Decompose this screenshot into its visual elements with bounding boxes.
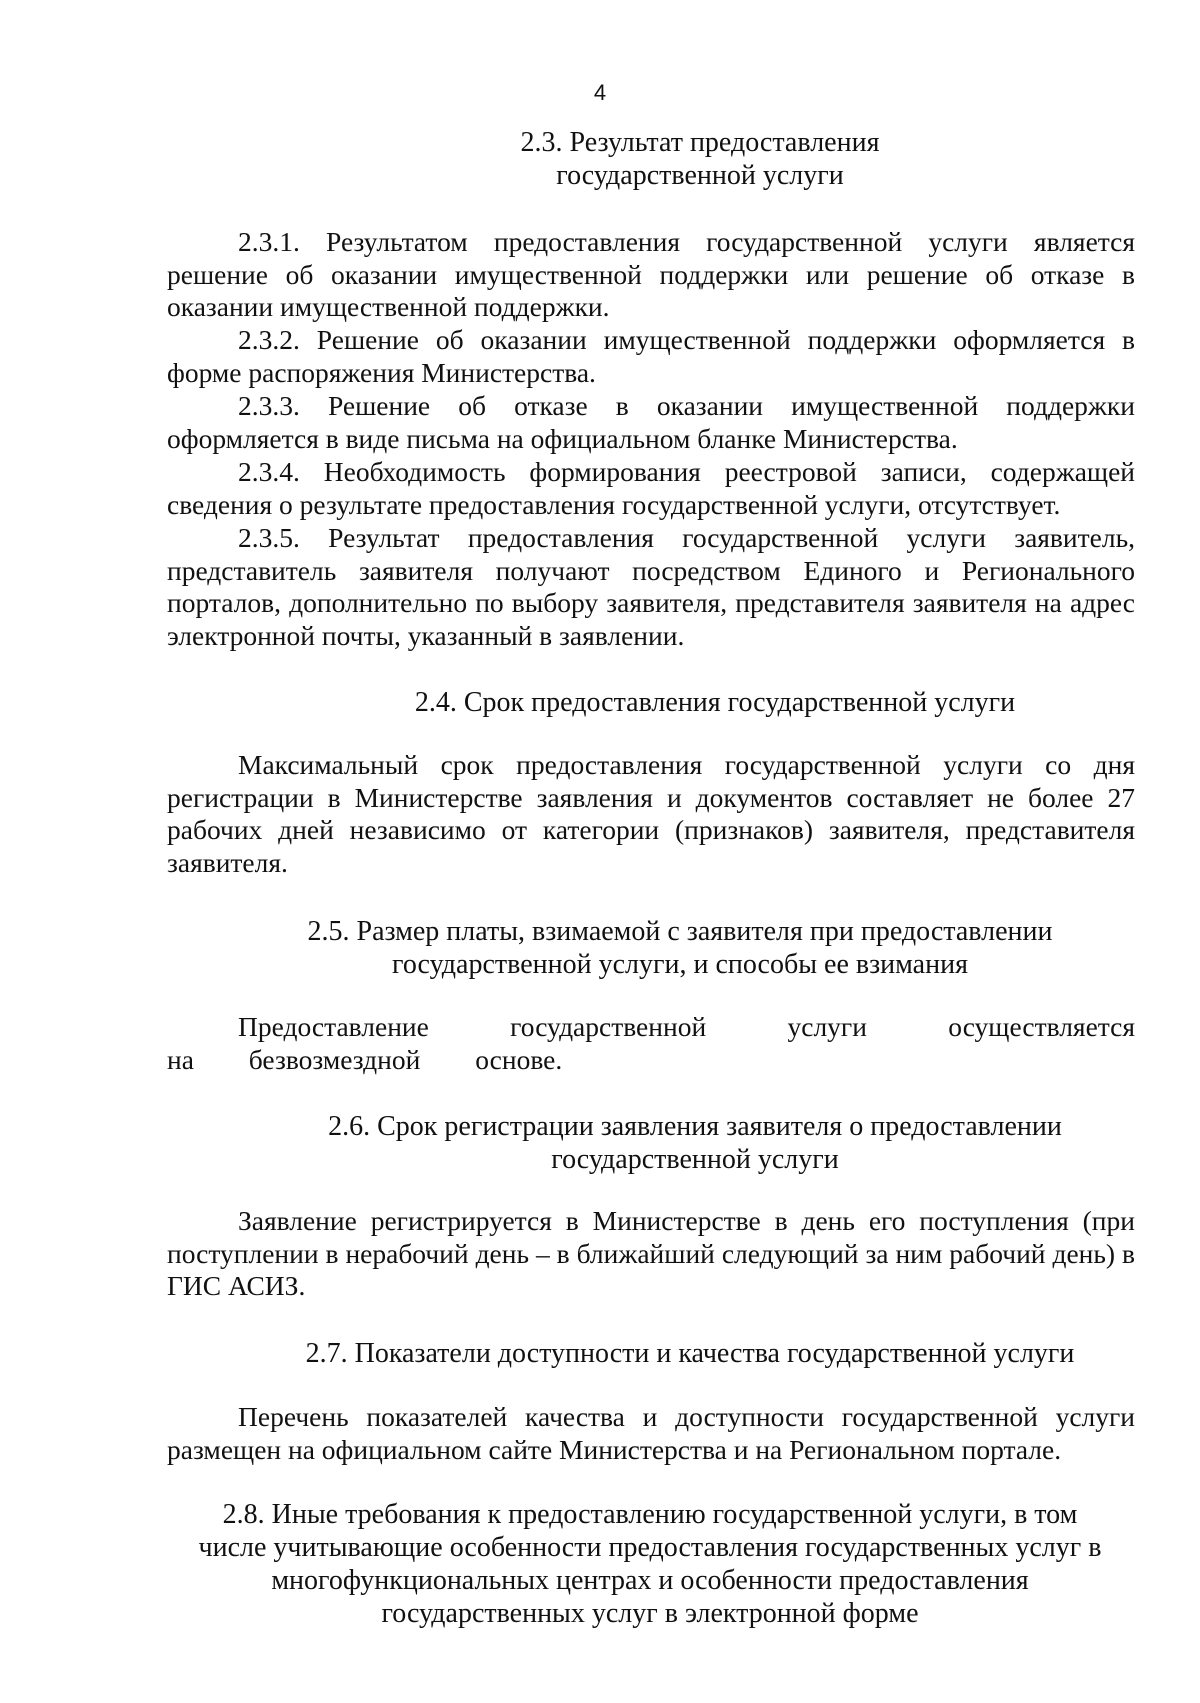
section-2-8-heading	[160, 1498, 1140, 1630]
paragraph-2-5: Предоставление государственной услуги осуществляется на безвозмездной основе.	[167, 1011, 1135, 1075]
heading-line: государственной услуги, и способы ее взимания	[392, 949, 968, 980]
heading-line: 2.3. Результат предоставления	[520, 127, 880, 158]
paragraph-2-3-5: 2.3.5. Результат предоставления государственной услуги заявитель, представитель заявителя получают посредством Единого и Регионального порталов, дополнительно по выбору заявителя, представителя заявителя на адрес электронной почты, указанный в заявлении.	[167, 522, 1135, 651]
section-2-6-heading	[260, 1110, 1130, 1176]
paragraph-2-3-3: 2.3.3. Решение об отказе в оказании имущественной поддержки оформляется в виде письма на официальном бланке Министерства.	[167, 390, 1135, 454]
paragraph-2-4: Максимальный срок предоставления государственной услуги со дня регистрации в Министерстве заявления и документов составляет не более 27 рабочих дней независимо от категории (признаков) заявителя, представителя заявителя.	[167, 749, 1135, 878]
heading-line: 2.4. Срок предоставления государственной услуги	[414, 687, 1016, 718]
heading-line: государственных услуг в электронной форме	[381, 1598, 919, 1629]
heading-line: 2.6. Срок регистрации заявления заявителя о предоставлении	[328, 1111, 1062, 1142]
heading-line: государственной услуги	[556, 160, 844, 191]
section-2-3-heading	[430, 126, 970, 192]
heading-line: 2.7. Показатели доступности и качества государственной услуги	[305, 1338, 1075, 1369]
paragraph-2-3-1: 2.3.1. Результатом предоставления государственной услуги является решение об оказании имущественной поддержки или решение об отказе в оказании имущественной поддержки.	[167, 226, 1135, 322]
heading-line: государственной услуги	[551, 1144, 839, 1175]
heading-line: числе учитывающие особенности предоставления государственных услуг в	[198, 1532, 1102, 1563]
paragraph-2-7: Перечень показателей качества и доступности государственной услуги размещен на официальном сайте Министерства и на Региональном портале.	[167, 1401, 1135, 1465]
page-number: 4	[593, 80, 607, 105]
section-2-7-heading	[230, 1337, 1150, 1370]
heading-line: 2.8. Иные требования к предоставлению государственной услуги, в том	[222, 1499, 1078, 1530]
paragraph-2-3-4: 2.3.4. Необходимость формирования реестровой записи, содержащей сведения о результате предоставления государственной услуги, отсутствует.	[167, 456, 1135, 520]
paragraph-2-6: Заявление регистрируется в Министерстве в день его поступления (при поступлении в нерабочий день – в ближайший следующий за ним рабочий день) в ГИС АСИЗ.	[167, 1205, 1135, 1301]
paragraph-2-3-2: 2.3.2. Решение об оказании имущественной поддержки оформляется в форме распоряжения Министерства.	[167, 324, 1135, 388]
heading-line: многофункциональных центрах и особенности предоставления	[271, 1565, 1029, 1596]
heading-line: 2.5. Размер платы, взимаемой с заявителя при предоставлении	[307, 916, 1053, 947]
section-2-4-heading	[300, 686, 1130, 719]
section-2-5-heading	[250, 915, 1110, 981]
